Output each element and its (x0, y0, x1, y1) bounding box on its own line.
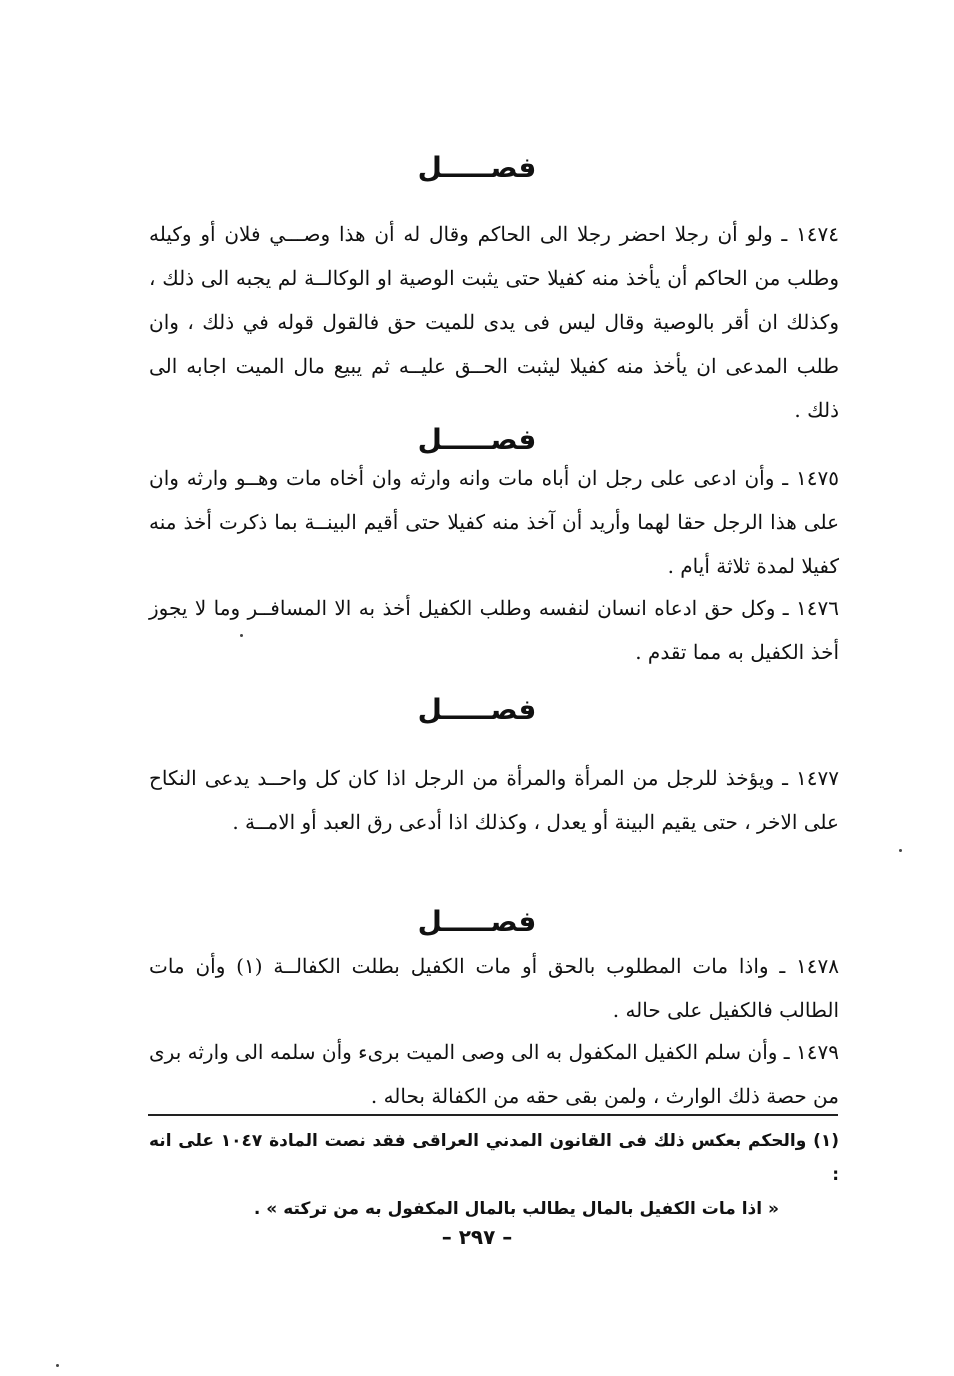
page-number: – ٢٩٧ – (441, 1225, 513, 1249)
scan-speck (899, 849, 902, 852)
article-1478: ١٤٧٨ ـ واذا مات المطلوب بالحق أو مات الكفيل بطلت الكفالــة (١) وأن مات الطالب فالكفيل على حاله . (149, 954, 840, 1022)
footnote-divider (148, 1114, 838, 1116)
section-heading: فصـــــل (417, 423, 537, 456)
article-1474: ١٤٧٤ ـ ولو أن رجلا احضر رجلا الى الحاكم وقال له أن هذا وصـــي فلان أو وكيله وطلب من الحاكم أن يأخذ منه كفيلا حتى يثبت الوصية او الوكالــة لم يجبه الى ذلك ، وكذلك ان أقر بالوصية وقال ليس فى يدى للميت حق فالقول قوله في ذلك ، وان طلب المدعى ان يأخذ منه كفيلا ليثبت الحــق عليــه ثم يبيع مال الميت اجابه الى ذلك . (149, 222, 839, 422)
footnote (149, 1124, 839, 1226)
section-heading: فصـــــل (417, 905, 537, 938)
article-1477: ١٤٧٧ ـ ويؤخذ للرجل من المرأة والمرأة من الرجل اذا كان كل واحــد يدعى النكاح على الاخر ، حتى يقيم البينة أو يعدل ، وكذلك اذا أدعى رق العبد أو الامــة . (149, 766, 839, 834)
section-heading: فصـــــل (417, 693, 537, 726)
article-1479: ١٤٧٩ ـ وأن سلم الكفيل المكفول به الى وصى الميت برىء وأن سلمه الى وارثه برى من حصة ذلك الوارث ، ولمن بقى حقه من الكفالة بحاله . (149, 1040, 839, 1108)
footnote-quote: « اذا مات الكفيل بالمال يطالب بالمال المكفول به من تركته » . (253, 1199, 779, 1219)
article-1475: ١٤٧٥ ـ وأن ادعى على رجل ان أباه مات وانه وارثه وان أخاه مات وهــو وارثه وان على هذا الرجل حقا لهما وأريد أن آخذ منه كفيلا حتى أقيم البينــة بما ذكرت أخذ منه كفيلا لمدة ثلاثة أيام . (149, 466, 839, 578)
section-heading: فصـــــل (417, 151, 537, 184)
footnote-line: (١) والحكم بعكس ذلك فى القانون المدني العراقى فقد نصت المادة ١٠٤٧ على انه : (149, 1131, 840, 1185)
scan-speck (56, 1364, 59, 1367)
article-1476: ١٤٧٦ ـ وكل حق ادعاه انسان لنفسه وطلب الكفيل أخذ به الا المسافــر وما لا يجوز أخذ الكفيل به مما تقدم . (149, 596, 839, 664)
scan-speck (240, 634, 243, 637)
